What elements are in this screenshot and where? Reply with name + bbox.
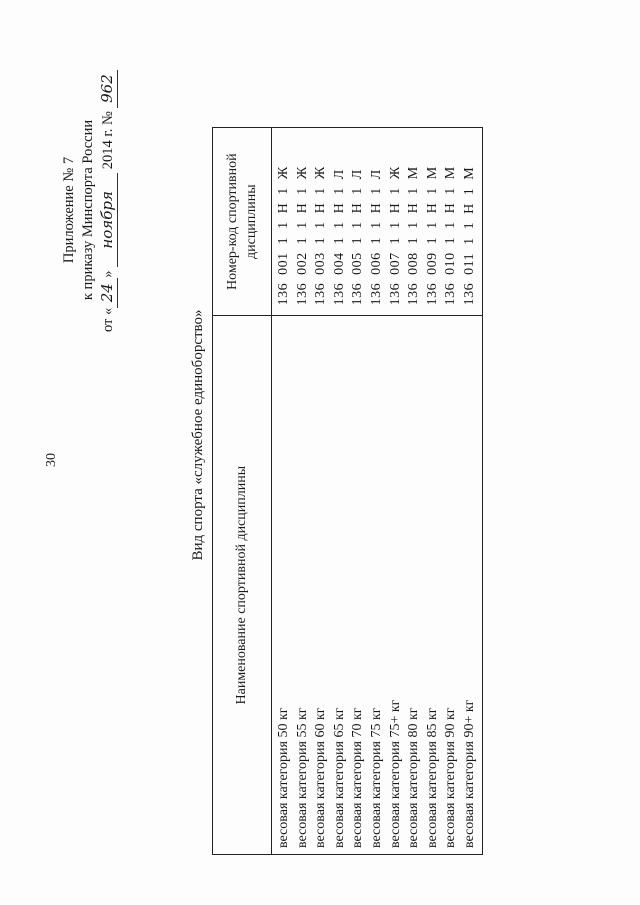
discipline-name: весовая категория 70 кг <box>349 316 368 855</box>
discipline-name: весовая категория 55 кг <box>294 316 313 855</box>
discipline-name: весовая категория 80 кг <box>405 316 424 855</box>
discipline-code: 136 006 1 1 Н 1 Л <box>368 128 387 316</box>
discipline-code: 136 008 1 1 Н 1 М <box>405 128 424 316</box>
sport-title: Вид спорта «служебное единоборство» <box>190 309 206 561</box>
table-header-row <box>213 128 272 855</box>
date-year: 2014 г. № <box>100 111 116 170</box>
discipline-name: весовая категория 75 кг <box>368 316 387 855</box>
discipline-name: весовая категория 60 кг <box>312 316 331 855</box>
header-discipline-code: Номер-код спортивной дисциплины <box>213 128 272 316</box>
appendix-header <box>60 50 118 370</box>
discipline-code: 136 001 1 1 Н 1 Ж <box>272 128 294 316</box>
page-number: 30 <box>44 453 59 467</box>
discipline-code: 136 003 1 1 Н 1 Ж <box>312 128 331 316</box>
table-row <box>461 128 482 855</box>
discipline-code: 136 011 1 1 Н 1 М <box>461 128 482 316</box>
date-day-handwritten: 24 <box>98 278 118 308</box>
appendix-title: Приложение № 7 <box>61 156 77 264</box>
table-row <box>349 128 368 855</box>
table-row <box>294 128 313 855</box>
table-row <box>387 128 406 855</box>
discipline-name: весовая категория 90+ кг <box>461 316 482 855</box>
discipline-code: 136 010 1 1 Н 1 М <box>442 128 461 316</box>
table-row <box>424 128 443 855</box>
date-month-handwritten: ноября <box>98 173 118 267</box>
appendix-date-line <box>98 50 118 332</box>
order-number-handwritten: 962 <box>98 70 118 108</box>
discipline-name: весовая категория 90 кг <box>442 316 461 855</box>
discipline-name: весовая категория 65 кг <box>331 316 350 855</box>
header-discipline-name: Наименование спортивной дисциплины <box>213 316 272 855</box>
table-row <box>312 128 331 855</box>
discipline-code: 136 007 1 1 Н 1 Ж <box>387 128 406 316</box>
discipline-name: весовая категория 85 кг <box>424 316 443 855</box>
discipline-code: 136 005 1 1 Н 1 Л <box>349 128 368 316</box>
discipline-code: 136 004 1 1 Н 1 Л <box>331 128 350 316</box>
table-row <box>331 128 350 855</box>
date-quote-close: » <box>100 270 116 278</box>
appendix-order-line: к приказу Минспорта России <box>80 119 96 301</box>
table-row <box>368 128 387 855</box>
discipline-code: 136 002 1 1 Н 1 Ж <box>294 128 313 316</box>
table-row <box>272 128 294 855</box>
disciplines-table <box>212 127 483 855</box>
discipline-name: весовая категория 50 кг <box>272 316 294 855</box>
discipline-name: весовая категория 75+ кг <box>387 316 406 855</box>
date-prefix: от « <box>100 307 116 332</box>
table-row <box>442 128 461 855</box>
table-row <box>405 128 424 855</box>
discipline-code: 136 009 1 1 Н 1 М <box>424 128 443 316</box>
